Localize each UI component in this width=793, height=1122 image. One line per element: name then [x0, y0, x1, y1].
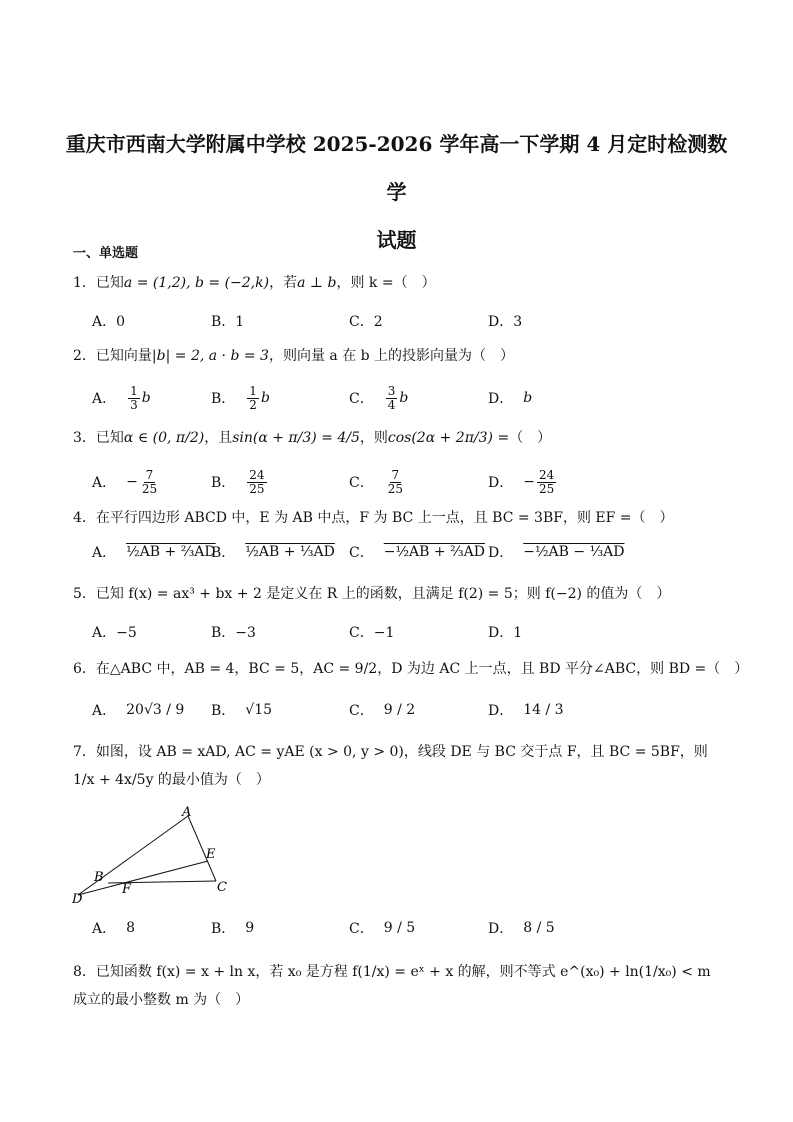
option-a[interactable]: A．0 [92, 314, 126, 330]
option-c[interactable]: C． −½AB + ⅔AD [349, 544, 485, 561]
question-3-options [92, 466, 732, 498]
option-d[interactable]: D．3 [488, 314, 523, 330]
option-b[interactable]: B． $\frac{24}{25}$ [211, 467, 265, 496]
option-a[interactable]: A． − $\frac{7}{25}$ [92, 467, 158, 496]
option-b[interactable]: B． ½AB + ⅓AD [211, 544, 335, 561]
option-b[interactable]: B． 9 [211, 920, 255, 937]
label-a: A [182, 805, 192, 820]
label-e: E [206, 847, 216, 862]
question-5-options [92, 616, 732, 648]
option-a[interactable]: A． ½AB + ⅔AD [92, 544, 216, 561]
option-d[interactable]: D． 8 / 5 [488, 920, 555, 937]
question-4: 4．在平行四边形 ABCD 中，E 为 AB 中点，F 为 BC 上一点，且 BC = 3BF，则 EF =（ ） [73, 510, 674, 526]
question-7: 7．如图，设 AB = xAD, AC = yAE (x > 0, y > 0)，线段 DE 与 BC 交于点 F，且 BC = 5BF，则 1/x + 4x/5y 的最小值为（ ） [73, 744, 708, 788]
question-1: 1．已知a = (1,2), b = (−2,k)，若a ⊥ b，则 k =（ ） [73, 275, 436, 291]
question-5: 5．已知 f(x) = ax³ + bx + 2 是定义在 R 上的函数，且满足 f(2) = 5；则 f(−2) 的值为（ ） [73, 586, 671, 602]
option-b[interactable]: B．−3 [211, 625, 256, 641]
section-heading: 一、单选题 [73, 246, 139, 261]
option-c[interactable]: C．2 [349, 314, 383, 330]
option-c[interactable]: C． $\frac{7}{25}$ [349, 467, 403, 496]
option-c[interactable]: C． 9 / 5 [349, 920, 416, 937]
question-3: 3．已知α ∈ (0, π/2)，且sin(α + π/3) = 4/5，则cos(2α + 2π/3) =（ ） [73, 430, 552, 446]
document-title [60, 120, 733, 264]
option-d[interactable]: D．1 [488, 625, 523, 641]
option-d[interactable]: D． b [488, 390, 533, 407]
q2-expression: |b| = 2, a · b = 3 [151, 348, 269, 364]
option-c[interactable]: C． 9 / 2 [349, 702, 416, 719]
question-6-options [92, 694, 732, 726]
question-7-options [92, 912, 732, 944]
question-2-options [92, 382, 732, 414]
q1-condition: a ⊥ b [297, 275, 337, 291]
q1-expression: a = (1,2), b = (−2,k) [123, 275, 270, 291]
option-a[interactable]: A． $\frac{1}{3}$ b [92, 383, 151, 412]
label-c: C [217, 880, 227, 895]
option-b[interactable]: B．1 [211, 314, 245, 330]
option-b[interactable]: B． $\frac{1}{2}$ b [211, 383, 270, 412]
option-d[interactable]: D． −½AB − ⅓AD [488, 544, 625, 561]
option-a[interactable]: A． 20√3 / 9 [92, 702, 185, 719]
title-line-2: 试题 [376, 228, 417, 252]
question-4-options [92, 536, 732, 568]
option-d[interactable]: D． 14 / 3 [488, 702, 564, 719]
question-6: 6．在△ABC 中，AB = 4，BC = 5，AC = 9/2，D 为边 AC 上一点，且 BD 平分∠ABC，则 BD =（ ） [73, 661, 749, 677]
label-b: B [94, 870, 104, 885]
title-line-1: 重庆市西南大学附属中学校 2025-2026 学年高一下学期 4 月定时检测数学 [65, 132, 728, 204]
option-b[interactable]: B． √15 [211, 702, 273, 719]
option-c[interactable]: C． $\frac{3}{4}$ b [349, 383, 409, 412]
label-d: D [72, 892, 83, 905]
question-1-options [92, 305, 732, 337]
option-c[interactable]: C．−1 [349, 625, 395, 641]
question-8: 8．已知函数 f(x) = x + ln x，若 x₀ 是方程 f(1/x) = eˣ + x 的解，则不等式 e^(x₀) + ln(1/x₀) < m 成立的最小整数 m 为（ ） [73, 964, 711, 1008]
option-d[interactable]: D． − $\frac{24}{25}$ [488, 467, 555, 496]
option-a[interactable]: A．−5 [92, 625, 137, 641]
option-a[interactable]: A． 8 [92, 920, 136, 937]
label-f: F [122, 882, 132, 897]
triangle-figure [72, 805, 242, 905]
question-2: 2．已知向量|b| = 2, a · b = 3，则向量 a 在 b 上的投影向量为（ ） [73, 348, 515, 364]
